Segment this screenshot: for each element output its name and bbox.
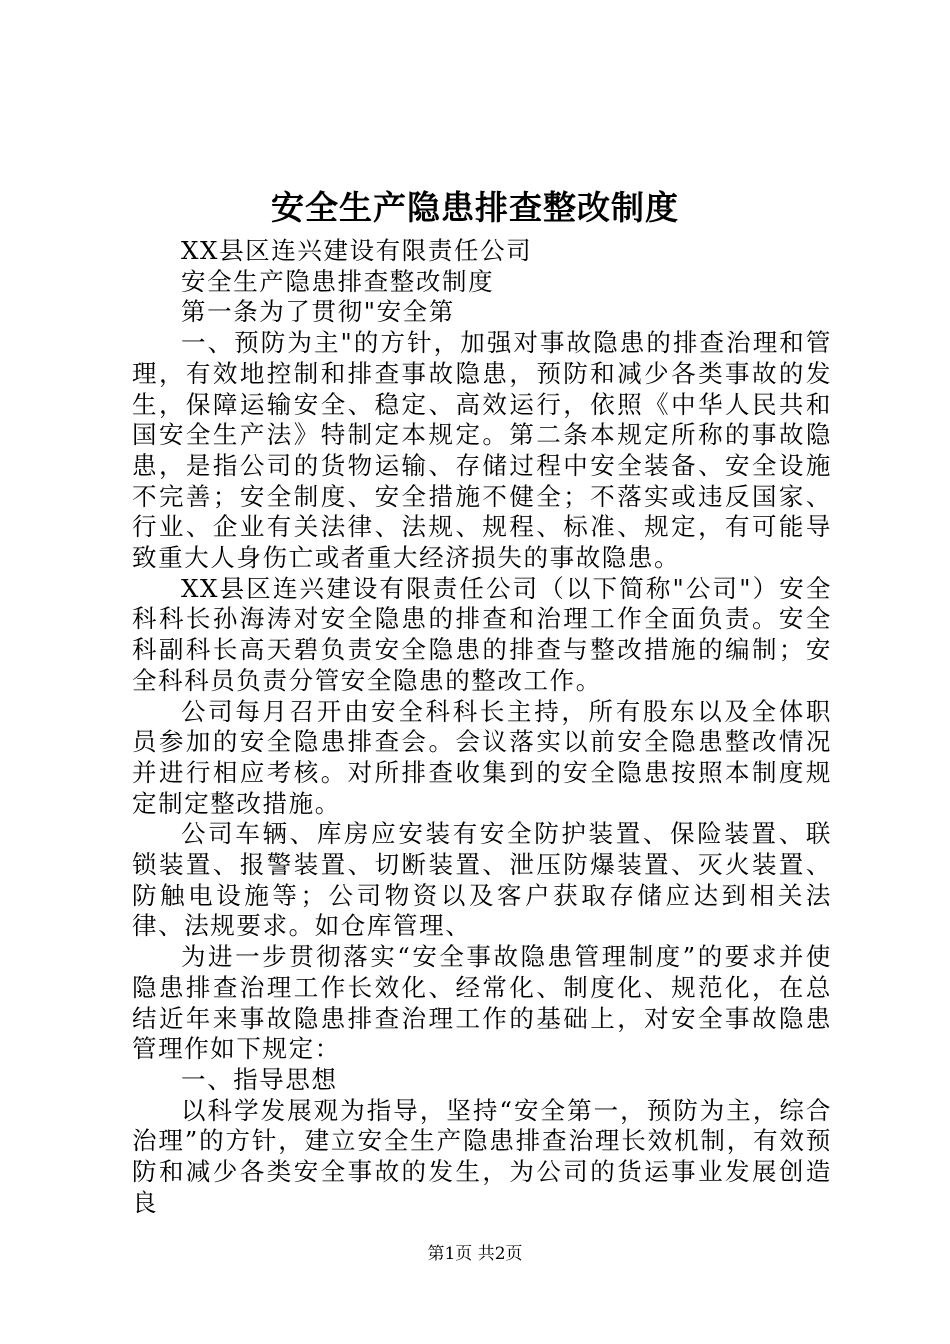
page-footer: 第1页 共2页 (427, 1244, 523, 1264)
paragraph-purpose: 一、预防为主"的方针，加强对事故隐患的排查治理和管理，有效地控制和排查事故隐患，预防和减少各类事故的发生，保障运输安全、稳定、高效运行，依照《中华人民共和国安全生产法》特制定本规定。第二条本规定所称的事故隐患，是指公司的货物运输、存储过程中安全装备、安全设施不完善；安全制度、安全措施不健全；不落实或违反国家、行业、企业有关法律、法规、规程、标准、规定，有可能导致重大人身伤亡或者重大经济损失的事故隐患。 (132, 328, 832, 573)
company-name-line: XX县区连兴建设有限责任公司 (181, 236, 533, 265)
regulation-title-line: 安全生产隐患排查整改制度 (181, 266, 495, 296)
section-heading-guiding-ideology: 一、指导思想 (181, 1064, 338, 1094)
paragraph-regulation-intro: 为进一步贯彻落实“安全事故隐患管理制度”的要求并使隐患排查治理工作长效化、经常化、制度化、规范化，在总结近年来事故隐患排查治理工作的基础上，对安全事故隐患管理作如下规定： (132, 942, 832, 1064)
document-body (132, 236, 832, 1219)
paragraph-responsibility: XX县区连兴建设有限责任公司（以下简称"公司"）安全科科长孙海涛对安全隐患的排查和治理工作全面负责。安全科副科长高天碧负责安全隐患的排查与整改措施的编制；安全科科员负责分管安全隐患的整改工作。 (132, 573, 832, 695)
paragraph-safety-devices: 公司车辆、库房应安装有安全防护装置、保险装置、联锁装置、报警装置、切断装置、泄压防爆装置、灭火装置、防触电设施等；公司物资以及客户获取存储应达到相关法律、法规要求。如仓库管理、 (132, 819, 832, 941)
paragraph-guiding-ideology: 以科学发展观为指导，坚持“安全第一，预防为主，综合治理”的方针，建立安全生产隐患排查治理长效机制，有效预防和减少各类安全事故的发生，为公司的货运事业发展创造良 (132, 1095, 832, 1217)
article-one-line: 第一条为了贯彻"安全第 (181, 297, 455, 327)
paragraph-monthly-meeting: 公司每月召开由安全科科长主持，所有股东以及全体职员参加的安全隐患排查会。会议落实以前安全隐患整改情况并进行相应考核。对所排查收集到的安全隐患按照本制度规定制定整改措施。 (132, 696, 832, 818)
document-title: 安全生产隐患排查整改制度 (271, 188, 679, 227)
